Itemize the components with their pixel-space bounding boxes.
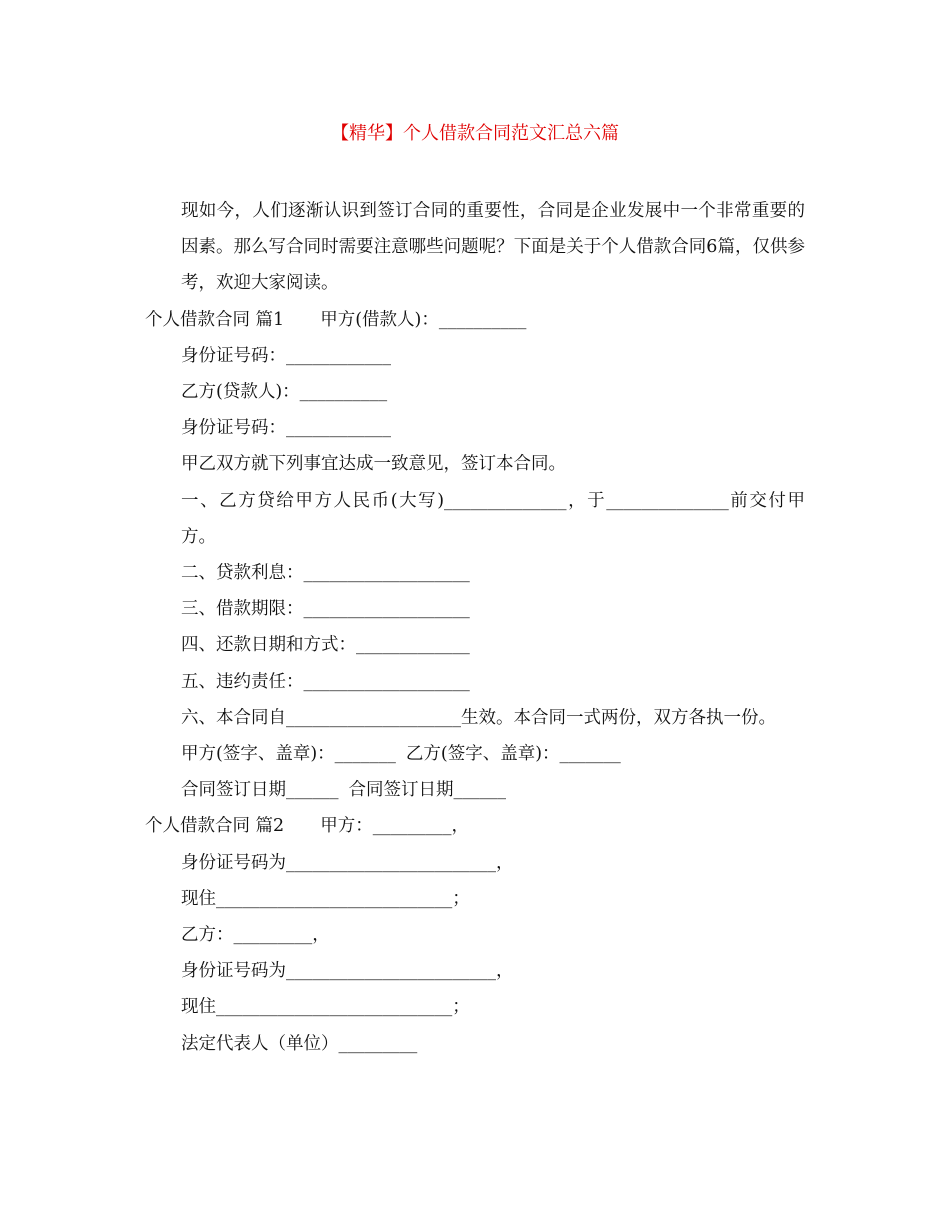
contract1-clause3: 三、借款期限：___________________	[181, 599, 470, 620]
contract2-heading-line	[145, 808, 805, 844]
contract1-date-b: 合同签订日期______	[348, 780, 506, 801]
document-title: 【精华】个人借款合同范文汇总六篇	[331, 123, 619, 144]
contract1-heading-line	[145, 302, 805, 338]
intro-paragraph: 现如今，人们逐渐认识到签订合同的重要性，合同是企业发展中一个非常重要的因素。那么写合同时需要注意哪些问题呢？下面是关于个人借款合同6篇，仅供参考，欢迎大家阅读。	[181, 201, 805, 294]
contract1-clause2: 二、贷款利息：___________________	[181, 563, 470, 584]
contract1-clause1: 一、乙方贷给甲方人民币(大写)______________，于______________前交付甲方。	[181, 490, 805, 547]
contract1-id-b: 身份证号码：____________	[181, 418, 391, 439]
contract2-heading: 个人借款合同 篇2	[145, 816, 285, 837]
contract1-clause4: 四、还款日期和方式：_____________	[181, 635, 470, 656]
contract1-party-a: 甲方(借款人)：__________	[320, 309, 527, 330]
contract1-clause6: 六、本合同自____________________生效。本合同一式两份，双方各执一份。	[181, 707, 776, 728]
contract2-id-b: 身份证号码为________________________，	[181, 961, 514, 982]
contract2-legal-rep: 法定代表人（单位）_________	[181, 1033, 418, 1054]
contract1-agreement: 甲乙双方就下列事宜达成一致意见，签订本合同。	[181, 454, 566, 475]
contract1-clause5: 五、违约责任：___________________	[181, 671, 470, 692]
contract1-heading: 个人借款合同 篇1	[145, 309, 285, 330]
contract1-signature-line	[145, 736, 805, 772]
contract2-addr-a: 现住___________________________；	[181, 888, 470, 909]
contract1-sign-b: 乙方(签字、盖章)：_______	[405, 744, 621, 765]
contract1-party-b: 乙方(贷款人)：__________	[181, 382, 388, 403]
contract1-date-a: 合同签订日期______	[181, 780, 339, 801]
contract1-id-a: 身份证号码：____________	[181, 345, 391, 366]
contract2-party-a: 甲方：_________，	[320, 816, 469, 837]
contract2-id-a: 身份证号码为________________________，	[181, 852, 514, 873]
document-body	[145, 193, 805, 1062]
contract2-party-b: 乙方：_________，	[181, 925, 330, 946]
contract2-addr-b: 现住___________________________；	[181, 997, 470, 1018]
contract1-date-line	[145, 772, 805, 808]
contract1-sign-a: 甲方(签字、盖章)：_______	[181, 744, 396, 765]
